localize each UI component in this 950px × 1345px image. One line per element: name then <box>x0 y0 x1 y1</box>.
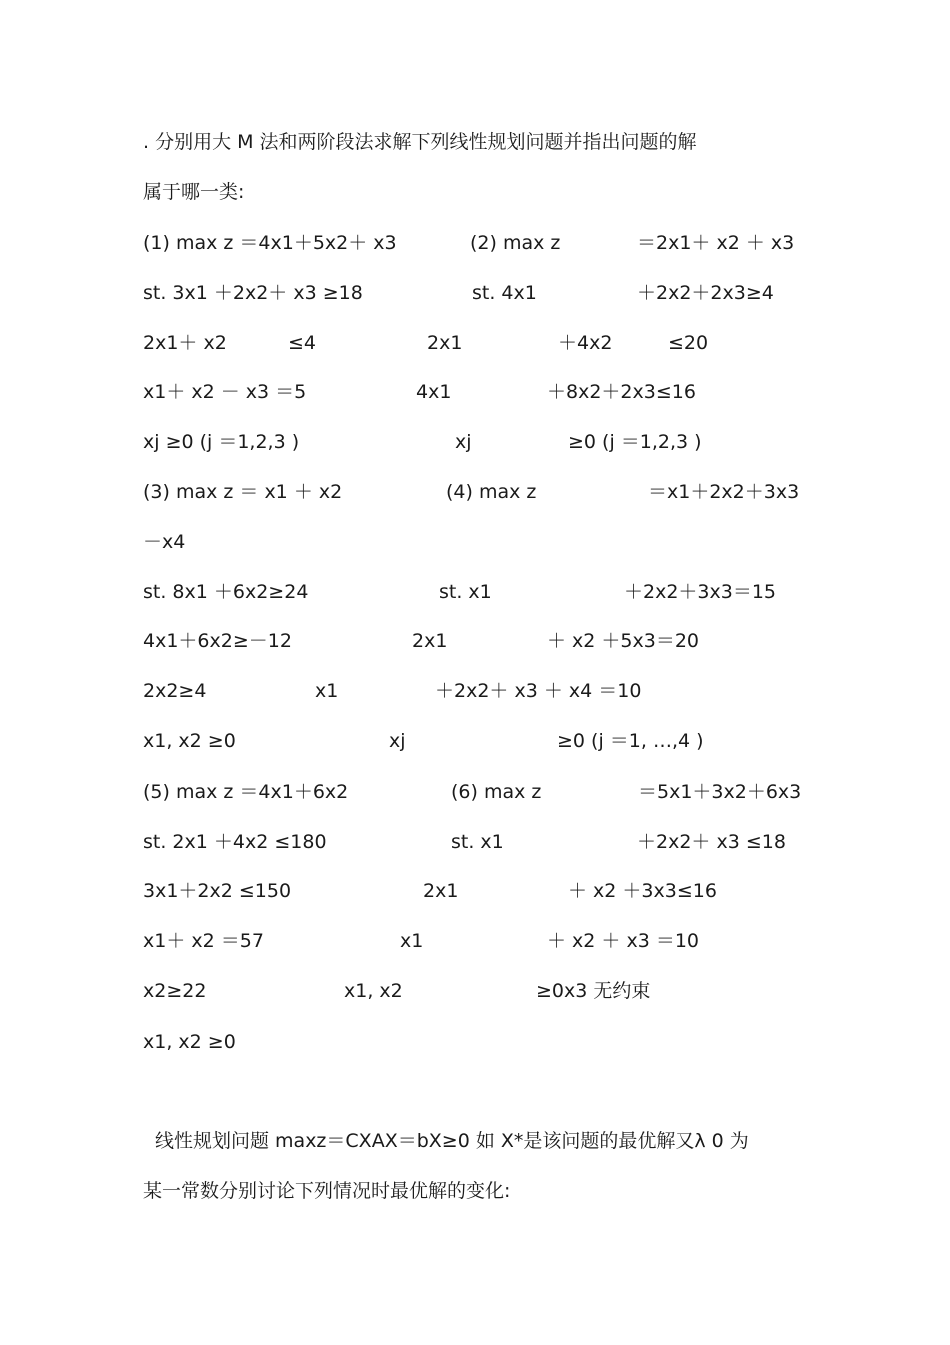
objective-3: (3) max z ＝ x1 ＋ x2 <box>143 481 343 503</box>
constraint-text: ＋ x2 ＋ x3 ＝10 <box>547 930 700 952</box>
constraint-text: x1, x2 ≥0 <box>143 730 236 752</box>
constraint-text: ≥0x3 无约束 <box>536 980 651 1002</box>
constraint-text: 4x1 <box>416 381 452 403</box>
constraint-text: 4x1＋6x2≥－12 <box>143 630 292 652</box>
constraint-text: 2x2≥4 <box>143 680 207 702</box>
constraint-text: ＋2x2＋2x3≥4 <box>637 282 774 304</box>
constraint-text: x1, x2 ≥0 <box>143 1031 236 1053</box>
constraint-text: ≥0 (j ＝1, …,4 ) <box>557 730 704 752</box>
problem-intro-text: . 分别用大 M 法和两阶段法求解下列线性规划问题并指出问题的解 <box>143 131 697 153</box>
constraint-text: ＋ x2 ＋5x3＝20 <box>547 630 700 652</box>
question-2-text: 线性规划问题 maxz＝CXAX＝bX≥0 如 X*是该问题的最优解又λ 0 为 <box>155 1130 749 1152</box>
constraint-text: xj <box>389 730 406 752</box>
constraint-text: st. 4x1 <box>472 282 537 304</box>
constraint-text: 2x1＋ x2 <box>143 332 227 354</box>
objective-4-label: (4) max z <box>446 481 537 503</box>
constraint-text: x1 <box>315 680 339 702</box>
constraint-text: ≤4 <box>288 332 317 354</box>
objective-5: (5) max z ＝4x1＋6x2 <box>143 781 349 803</box>
question-2-text: 某一常数分别讨论下列情况时最优解的变化: <box>143 1180 511 1202</box>
constraint-text: ＋2x2＋ x3 ≤18 <box>637 831 786 853</box>
constraint-text: st. x1 <box>451 831 504 853</box>
constraint-text: ＋2x2＋ x3 ＋ x4 ＝10 <box>435 680 642 702</box>
constraint-text: 2x1 <box>423 880 459 902</box>
constraint-text: ≥0 (j ＝1,2,3 ) <box>568 431 702 453</box>
constraint-text: 2x1 <box>427 332 463 354</box>
constraint-text: ＋8x2＋2x3≤16 <box>547 381 696 403</box>
problem-intro-text: 属于哪一类: <box>143 181 245 203</box>
constraint-text: x1, x2 <box>344 980 403 1002</box>
constraint-text: st. 3x1 ＋2x2＋ x3 ≥18 <box>143 282 363 304</box>
constraint-text: ＋2x2＋3x3＝15 <box>624 581 777 603</box>
constraint-text: 3x1＋2x2 ≤150 <box>143 880 292 902</box>
objective-6-label: (6) max z <box>451 781 542 803</box>
constraint-text: x2≥22 <box>143 980 207 1002</box>
constraint-text: ＋4x2 <box>558 332 613 354</box>
constraint-text: 2x1 <box>412 630 448 652</box>
constraint-text: xj <box>455 431 472 453</box>
objective-2-label: (2) max z <box>470 232 561 254</box>
constraint-text: ＋ x2 ＋3x3≤16 <box>568 880 717 902</box>
objective-1: (1) max z ＝4x1＋5x2＋ x3 <box>143 232 397 254</box>
constraint-text: st. x1 <box>439 581 492 603</box>
objective-6-expr: ＝5x1＋3x2＋6x3 <box>638 781 802 803</box>
constraint-text: x1＋ x2 ＝57 <box>143 930 264 952</box>
constraint-text: x1＋ x2 － x3 ＝5 <box>143 381 307 403</box>
constraint-text: st. 8x1 ＋6x2≥24 <box>143 581 309 603</box>
constraint-text: x1 <box>400 930 424 952</box>
objective-4-expr: ＝x1＋2x2＋3x3 <box>648 481 800 503</box>
objective-4-continuation: －x4 <box>143 531 186 553</box>
constraint-text: st. 2x1 ＋4x2 ≤180 <box>143 831 327 853</box>
constraint-text: xj ≥0 (j ＝1,2,3 ) <box>143 431 300 453</box>
constraint-text: ≤20 <box>668 332 709 354</box>
objective-2-expr: ＝2x1＋ x2 ＋ x3 <box>637 232 795 254</box>
